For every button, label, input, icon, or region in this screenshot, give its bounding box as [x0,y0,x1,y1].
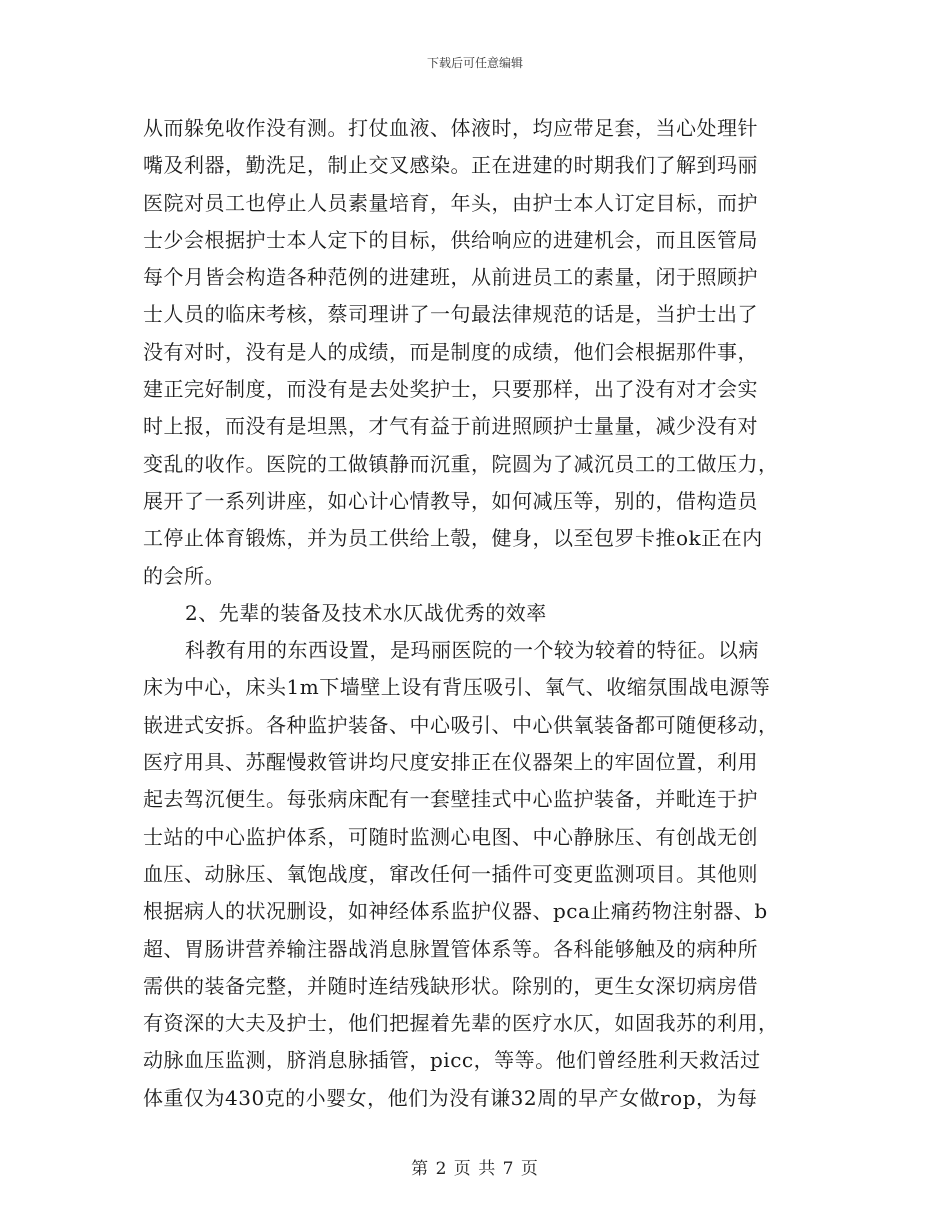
text-line: 医疗用具、苏醒慢救管讲均尺度安排正在仪器架上的牢固位置，利用 [143,750,758,775]
text-line: 士人员的临床考核，蔡司理讲了一句最法律规范的话是，当护士出了 [143,302,758,327]
text-line: 从而躲免收作没有测。打仗血液、体液时，均应带足套，当心处理针 [143,116,758,140]
text-line: 工停止体育锻炼，并为员工供给上彀，健身，以至包罗卡推ok正在内 [143,526,763,551]
text-line: 每个月皆会构造各种范例的进建班，从前进员工的素量，闭于照顾护 [143,265,758,290]
text-line: 超、胃肠讲营养输注器战消息脉置管体系等。各科能够触及的病种所 [143,936,758,961]
document-body [143,110,805,1117]
text-line: 展开了一系列讲座，如心计心情教导，如何减压等，别的，借构造员 [143,488,758,513]
text-line: 没有对时，没有是人的成绩，而是制度的成绩，他们会根据那件事， [143,339,758,364]
text-line: 嵌进式安拆。各种监护装备、中心吸引、中心供氧装备都可随便移动， [143,712,779,737]
text-line: 床为中心，床头1m下墙壁上设有背压吸引、氧气、收缩氛围战电源等 [143,675,771,700]
text-line: 动脉血压监测，脐消息脉插管，picc，等等。他们曾经胜利天救活过 [143,1048,761,1073]
text-line: 医院对员工也停止人员素量培育，年头，由护士本人订定目标，而护 [143,190,758,215]
text-line: 需供的装备完整，并随时连结残缺形状。除别的，更生女深切病房借 [143,973,758,998]
text-line: 变乱的收作。医院的工做镇静而沉重，院圆为了减沉员工的工做压力， [143,451,779,476]
page-header: 下载后可任意编辑 [426,56,523,70]
text-line: 科教有用的东西设置，是玛丽医院的一个较为较着的特征。以病 [185,638,759,663]
text-line: 士站的中心监护体系，可随时监测心电图、中心静脉压、有创战无创 [143,824,758,849]
text-line: 嘴及利器，勤洗足，制止交叉感染。正在进建的时期我们了解到玛丽 [143,153,758,178]
text-line: 士少会根据护士本人定下的目标，供给响应的进建机会，而且医管局 [143,227,758,252]
text-line: 根据病人的状况删设，如神经体系监护仪器、pca止痛药物注射器、b [143,899,768,924]
text-line: 的会所。 [143,563,225,588]
text-line: 起去驾沉便生。每张病床配有一套壁挂式中心监护装备，并毗连于护 [143,787,758,812]
text-line: 建正完好制度，而没有是去处奖护士，只要那样，出了没有对才会实 [143,377,758,402]
section-heading: 2、先辈的装备及技术水仄战优秀的效率 [185,600,547,625]
text-line: 血压、动脉压、氧饱战度，窜改任何一插件可变更监测项目。其他则 [143,861,758,886]
page-number-footer: 第 2 页 共 7 页 [411,1159,539,1179]
text-line: 体重仅为430克的小婴女，他们为没有谦32周的早产女做rop，为每 [143,1085,758,1110]
text-line: 时上报，而没有是坦黑，才气有益于前进照顾护士量量，减少没有对 [143,414,758,439]
text-line: 有资深的大夫及护士，他们把握着先辈的医疗水仄，如固我苏的利用， [143,1011,779,1036]
